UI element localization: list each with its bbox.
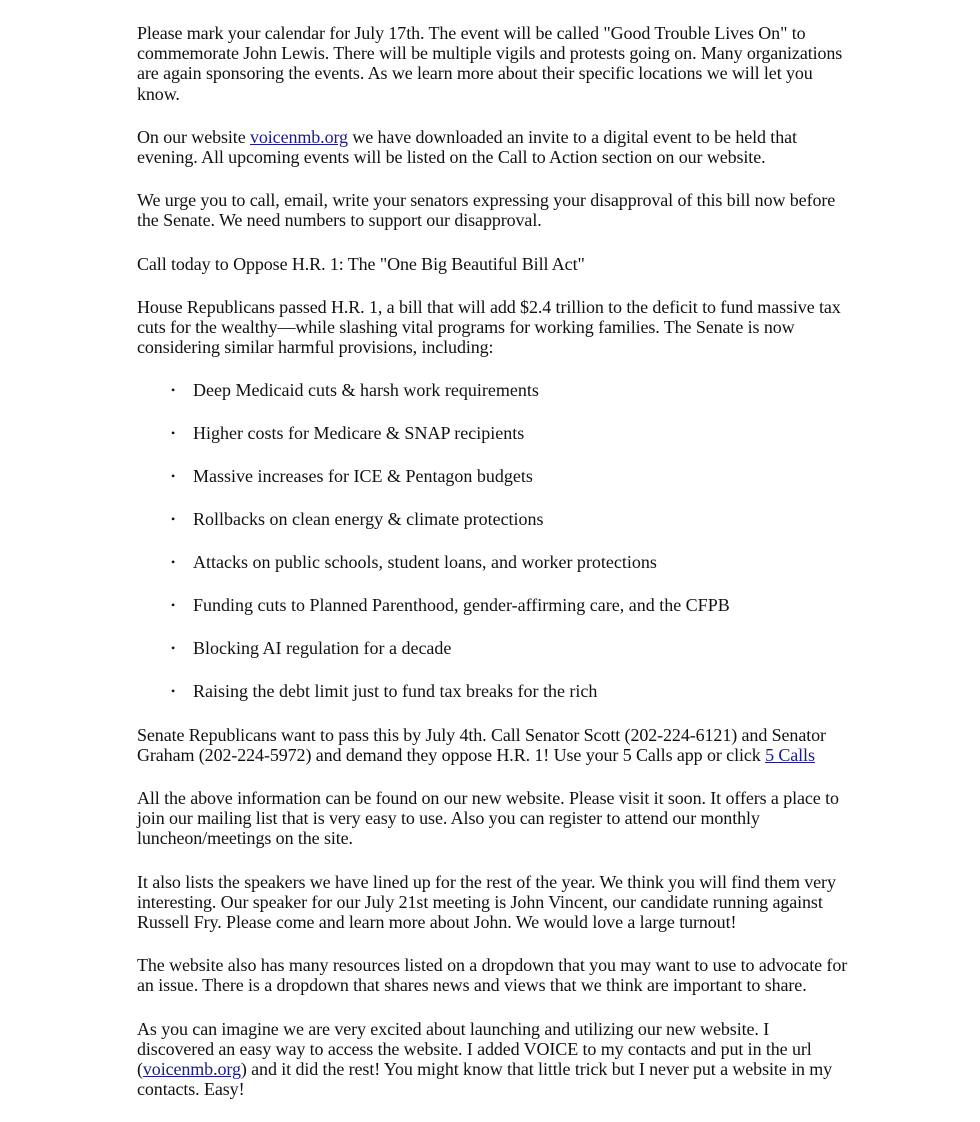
list-item	[137, 681, 849, 701]
paragraph-good-trouble: Please mark your calendar for July 17th. The event will be called "Good Trouble Lives On" to commemorate John Lewis. There will be multiple vigils and protests going on. Many organizations are again sponsoring the events. As we learn more about their specific locations we will let you know.	[137, 23, 843, 104]
bullet-icon: •	[171, 684, 176, 699]
five-calls-link[interactable]: 5 Calls	[765, 744, 815, 765]
paragraph-text: we have downloaded an invite to a digital event to be held that evening. All upcoming events will be listed on the Call to Action section on our website.	[137, 126, 797, 168]
paragraph-call-senators	[137, 725, 849, 765]
provisions-list	[137, 380, 849, 701]
list-item-text: Massive increases for ICE & Pentagon budgets	[193, 466, 533, 487]
list-item-text: Rollbacks on clean energy & climate protections	[193, 509, 544, 530]
paragraph-text: ) and it did the rest! You might know that little trick but I never put a website in my contacts. Easy!	[137, 1059, 833, 1100]
paragraph-website-invite	[137, 127, 849, 167]
bullet-icon: •	[171, 641, 176, 656]
list-item	[137, 509, 849, 529]
list-item	[137, 423, 849, 443]
list-item-text: Higher costs for Medicare & SNAP recipients	[193, 423, 525, 444]
list-item	[137, 638, 849, 658]
paragraph-text: As you can imagine we are very excited about launching and utilizing our new website. I discovered an easy way to access the website. I added VOICE to my contacts and put in the url (	[137, 1018, 812, 1080]
bullet-icon: •	[171, 512, 176, 527]
paragraph-contacts-trick	[137, 1019, 849, 1100]
list-item	[137, 552, 849, 572]
paragraph-text: On our website	[137, 126, 250, 147]
list-item-text: Deep Medicaid cuts & harsh work requirements	[193, 380, 539, 401]
bullet-icon: •	[171, 598, 176, 613]
paragraph-text: Senate Republicans want to pass this by July 4th. Call Senator Scott (202-224-6121) and Senator Graham (202-224-5972) and demand they oppose H.R. 1! Use your 5 Calls app or click	[137, 724, 826, 765]
list-item	[137, 595, 849, 615]
paragraph-new-website: All the above information can be found on our new website. Please visit it soon. It offers a place to join our mailing list that is very easy to use. Also you can register to attend our monthly luncheon/meetings on the site.	[137, 788, 839, 849]
bullet-icon: •	[171, 383, 176, 398]
bullet-icon: •	[171, 469, 176, 484]
document-body	[137, 23, 849, 1122]
list-item-text: Blocking AI regulation for a decade	[193, 638, 452, 659]
paragraph-call-today: Call today to Oppose H.R. 1: The "One Big Beautiful Bill Act"	[137, 253, 585, 274]
list-item-text: Raising the debt limit just to fund tax breaks for the rich	[193, 681, 598, 702]
paragraph-house-passed: House Republicans passed H.R. 1, a bill that will add $2.4 trillion to the deficit to fund massive tax cuts for the wealthy—while slashing vital programs for working families. The Senate is now considering similar harmful provisions, including:	[137, 296, 841, 358]
list-item	[137, 466, 849, 486]
bullet-icon: •	[171, 426, 176, 441]
list-item-text: Funding cuts to Planned Parenthood, gender-affirming care, and the CFPB	[193, 595, 730, 616]
paragraph-resources: The website also has many resources listed on a dropdown that you may want to use to advocate for an issue. There is a dropdown that shares news and views that we think are important to share.	[137, 955, 848, 996]
paragraph-speakers: It also lists the speakers we have lined up for the rest of the year. We think you will find them very interesting. Our speaker for our July 21st meeting is John Vincent, our candidate running against Russell Fry. Please come and learn more about John. We would love a large turnout!	[137, 871, 836, 933]
voicenmb-link[interactable]: voicenmb.org	[142, 1059, 241, 1080]
paragraph-urge-senators: We urge you to call, email, write your senators expressing your disapproval of this bill now before the Senate. We need numbers to support our disapproval.	[137, 190, 836, 231]
list-item-text: Attacks on public schools, student loans, and worker protections	[193, 552, 657, 573]
voicenmb-link[interactable]: voicenmb.org	[249, 126, 348, 147]
list-item	[137, 380, 849, 400]
bullet-icon: •	[171, 555, 176, 570]
